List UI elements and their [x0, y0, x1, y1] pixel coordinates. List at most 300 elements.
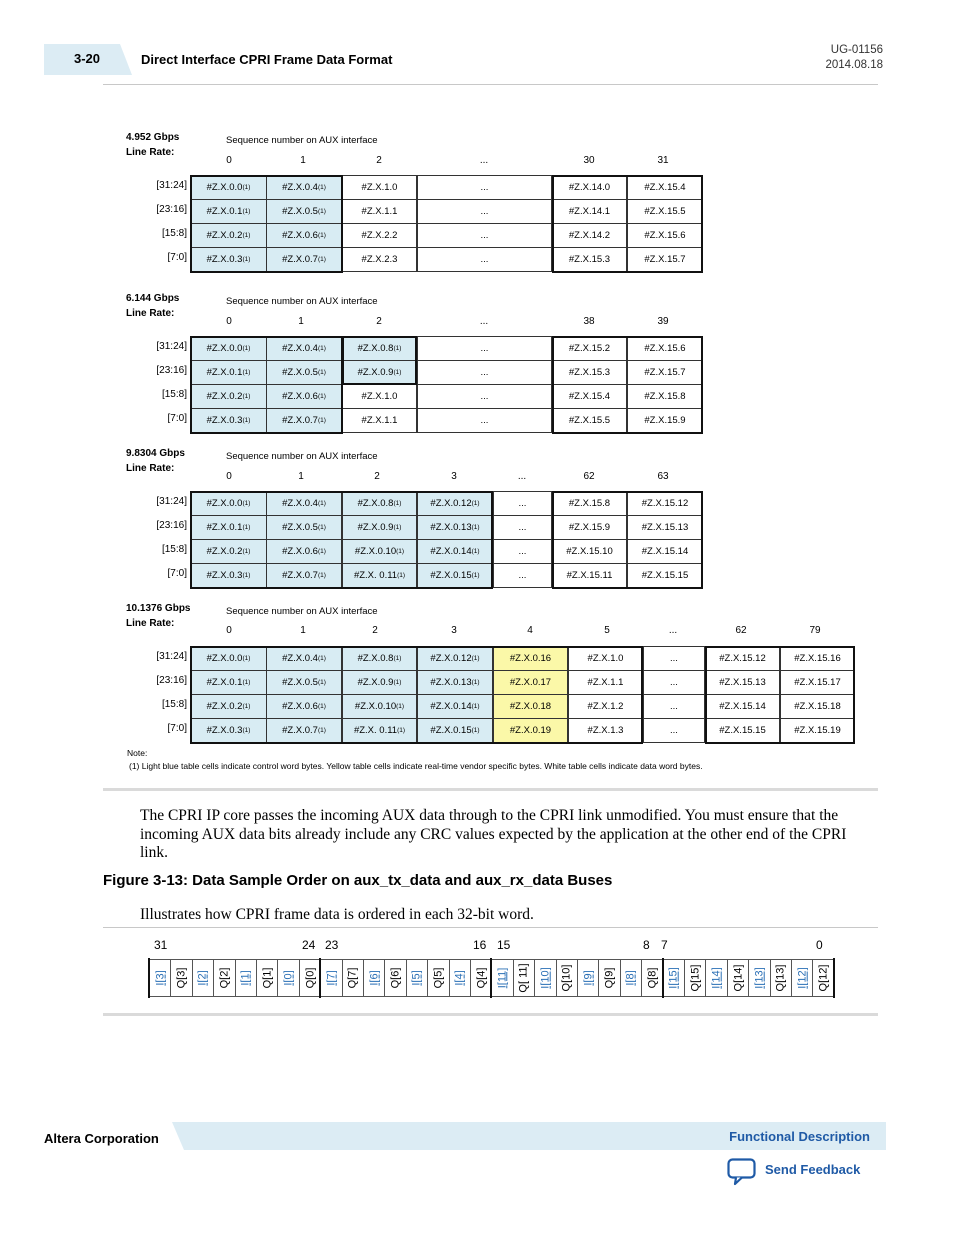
sequence-number: 3: [451, 471, 457, 482]
table-cell: #Z.X.0.10 (1): [342, 694, 417, 719]
cell-text: #Z.X.0.9: [357, 522, 394, 533]
note-title: Note:: [127, 748, 148, 758]
cell-text: #Z.X.0.8: [357, 653, 394, 664]
table-cell: [552, 384, 627, 409]
table-cell: #Z.X.0.13 (1): [417, 670, 493, 695]
line-rate-suffix: Line Rate:: [126, 147, 175, 158]
cell-text: #Z.X.15.3: [568, 367, 611, 378]
cell-text: #Z.X.15.12: [641, 498, 689, 509]
cell-text: #Z.X. 0.11: [353, 570, 398, 581]
cell-text: #Z.X.15.11: [566, 570, 613, 581]
bit-cell: [363, 959, 385, 997]
cell-text: #Z.X.14.2: [568, 230, 611, 241]
diagram-end-divider: [103, 788, 878, 791]
cell-text: #Z.X.2.3: [361, 254, 398, 265]
cell-text: #Z.X.0.18: [509, 701, 552, 712]
cell-text: #Z.X.15.2: [568, 343, 611, 354]
row-bit-range-label: [15:8]: [161, 544, 187, 555]
cell-text: #Z.X.1.1: [361, 415, 398, 426]
cell-text: #Z.X.0.1: [206, 367, 243, 378]
table-cell: [643, 718, 705, 743]
q-sample-label: Q[2]: [218, 967, 231, 989]
table-cell: [627, 223, 703, 248]
cell-text: ...: [480, 343, 489, 354]
sequence-number: ...: [668, 625, 678, 636]
cell-text: #Z.X.0.15: [430, 725, 472, 736]
table-cell: [780, 718, 855, 743]
row-bit-range-label: [31:24]: [156, 651, 187, 662]
cell-text: #Z.X.15.6: [644, 230, 686, 241]
table-cell: [417, 360, 552, 385]
cell-text: #Z.X.0.12: [430, 653, 472, 664]
footer-company: Altera Corporation: [44, 1131, 159, 1146]
table-cell: [552, 563, 627, 588]
cell-text: #Z.X.0.4: [282, 182, 318, 193]
i-sample-link[interactable]: I[10]: [539, 967, 552, 989]
i-sample-link[interactable]: I[15]: [667, 967, 680, 989]
cell-text: ...: [480, 206, 489, 217]
cell-text: #Z.X.0.13: [430, 677, 472, 688]
table-cell: [627, 408, 703, 433]
cell-text: #Z.X.0.9: [357, 677, 394, 688]
q-sample-label: Q[15]: [689, 964, 702, 992]
table-cell: #Z.X.0.7 (1): [266, 408, 342, 433]
cell-text: #Z.X.0.6: [282, 546, 318, 557]
sequence-number: 0: [226, 155, 232, 166]
table-cell: [493, 646, 568, 671]
figure-top-divider: [103, 927, 878, 928]
table-cell: #Z.X.0.9 (1): [342, 515, 417, 540]
q-sample-label: Q[13]: [774, 964, 787, 992]
cell-text: #Z.X.1.0: [587, 653, 624, 664]
cell-text: #Z.X.0.10: [354, 701, 397, 712]
table-cell: [342, 247, 417, 272]
line-rate-value: 4.952 Gbps: [126, 132, 180, 143]
page-number: 3-20: [74, 51, 101, 66]
table-cell: #Z.X.0.2 (1): [190, 539, 267, 564]
cell-text: #Z.X.0.7: [282, 415, 318, 426]
table-cell: [627, 539, 703, 564]
table-cell: [552, 539, 627, 564]
cell-text: #Z.X.0.1: [206, 206, 243, 217]
bit-cell: [641, 959, 663, 997]
i-sample-link[interactable]: I[8]: [624, 970, 637, 986]
line-rate-label: [126, 601, 190, 631]
table-cell: [568, 670, 643, 695]
cell-text: #Z.X.0.3: [206, 725, 243, 736]
q-sample-label: Q[8]: [646, 967, 659, 989]
bit-cell: [748, 959, 770, 997]
table-cell: [568, 718, 643, 743]
table-cell: [552, 408, 627, 433]
table-cell: [705, 646, 780, 671]
bit-cell: [299, 959, 321, 997]
table-cell: [780, 694, 855, 719]
cell-text: ...: [480, 391, 489, 402]
sequence-label: Sequence number on AUX interface: [226, 296, 378, 307]
row-bit-range-label: [7:0]: [167, 568, 187, 579]
q-sample-label: Q[4]: [475, 967, 488, 989]
table-cell: [493, 694, 568, 719]
cell-text: #Z.X.0.7: [282, 254, 318, 265]
q-sample-label: Q[9]: [603, 967, 616, 989]
bit-cell: [470, 959, 492, 997]
table-cell: #Z.X. 0.11 (1): [342, 563, 417, 588]
cell-text: #Z.X.15.7: [644, 367, 686, 378]
sequence-number: 30: [583, 155, 595, 166]
i-sample-link[interactable]: I[4]: [453, 970, 466, 986]
table-cell: [417, 408, 552, 433]
cell-text: #Z.X.0.7: [282, 570, 318, 581]
table-cell: [552, 175, 627, 200]
figure-caption: Figure 3-13: Data Sample Order on aux_tx_data and aux_rx_data Buses: [103, 872, 613, 889]
cell-text: ...: [670, 677, 678, 688]
cell-text: #Z.X.0.3: [206, 415, 243, 426]
bit-cell: [556, 959, 578, 997]
sequence-number: 63: [657, 471, 669, 482]
cell-text: #Z.X.0.7: [282, 725, 318, 736]
table-cell: #Z.X.0.5 (1): [266, 670, 342, 695]
table-cell: #Z.X. 0.11 (1): [342, 718, 417, 743]
table-cell: #Z.X.0.5 (1): [266, 515, 342, 540]
sequence-number: 5: [604, 625, 610, 636]
byte-boundary: [148, 958, 150, 998]
cell-text: #Z.X.1.1: [587, 677, 624, 688]
row-bit-range-label: [23:16]: [156, 204, 187, 215]
cell-text: #Z.X.15.13: [719, 677, 766, 688]
table-cell: [493, 515, 552, 540]
table-cell: [780, 670, 855, 695]
sequence-number: 62: [735, 625, 747, 636]
bit-position-label: 24: [302, 938, 316, 952]
i-sample-link[interactable]: I[0]: [282, 970, 295, 986]
q-sample-label: Q[0]: [303, 967, 316, 989]
bit-cell: [684, 959, 706, 997]
cell-text: #Z.X.0.14: [430, 701, 472, 712]
cell-text: #Z.X.15.10: [566, 546, 613, 557]
table-cell: #Z.X.0.8 (1): [342, 646, 417, 671]
line-rate-label: [126, 446, 185, 476]
cell-text: #Z.X.0.6: [282, 230, 318, 241]
cell-text: #Z.X.15.17: [794, 677, 841, 688]
bit-cell: [256, 959, 278, 997]
table-cell: #Z.X.0.7 (1): [266, 718, 342, 743]
bit-position-label: 31: [154, 938, 168, 952]
sequence-number: 1: [300, 625, 306, 636]
bit-cell: [620, 959, 642, 997]
cell-text: ...: [670, 701, 678, 712]
line-rate-label: [126, 291, 179, 321]
sequence-number: ...: [479, 316, 489, 327]
sequence-number: 31: [657, 155, 669, 166]
bit-cell: [213, 959, 235, 997]
cell-text: #Z.X.15.9: [568, 522, 611, 533]
cell-text: ...: [480, 367, 489, 378]
table-cell: #Z.X.0.4 (1): [266, 646, 342, 671]
sequence-number: 38: [583, 316, 595, 327]
table-cell: [552, 336, 627, 361]
cell-text: #Z.X.0.5: [282, 206, 318, 217]
cell-text: #Z.X.15.7: [644, 254, 686, 265]
cell-text: #Z.X.0.8: [357, 498, 394, 509]
cell-text: #Z.X.15.3: [568, 254, 611, 265]
sequence-number: 1: [298, 471, 304, 482]
i-sample-link[interactable]: I[1]: [239, 970, 252, 986]
i-sample-link[interactable]: I[3]: [154, 970, 167, 986]
q-sample-label: Q[6]: [389, 967, 402, 989]
cell-text: #Z.X.15.15: [719, 725, 766, 736]
sequence-number: 0: [226, 625, 232, 636]
table-cell: [643, 646, 705, 671]
cell-text: #Z.X.0.4: [282, 343, 318, 354]
table-cell: [417, 336, 552, 361]
table-cell: [627, 336, 703, 361]
cell-text: #Z.X.0.19: [509, 725, 552, 736]
sequence-number: ...: [517, 471, 527, 482]
cell-text: ...: [670, 653, 678, 664]
cell-text: #Z.X.0.14: [430, 546, 472, 557]
q-sample-label: Q[3]: [175, 967, 188, 989]
cell-text: ...: [480, 254, 489, 265]
cell-text: #Z.X.0.6: [282, 701, 318, 712]
doc-date: 2014.08.18: [825, 59, 883, 71]
table-cell: [627, 199, 703, 224]
table-cell: #Z.X.0.1 (1): [190, 360, 267, 385]
byte-boundary: [833, 958, 835, 998]
table-cell: #Z.X.0.6 (1): [266, 223, 342, 248]
table-cell: #Z.X.0.4 (1): [266, 175, 342, 200]
table-cell: #Z.X.0.4 (1): [266, 491, 342, 516]
row-bit-range-label: [23:16]: [156, 675, 187, 686]
cell-text: #Z.X.15.5: [568, 415, 611, 426]
cell-text: #Z.X.0.5: [282, 367, 318, 378]
table-cell: [417, 384, 552, 409]
q-sample-label: Q[14]: [732, 964, 744, 992]
table-cell: [552, 199, 627, 224]
bit-cell: [170, 959, 192, 997]
cell-text: #Z.X.0.17: [509, 677, 552, 688]
cell-text: #Z.X.0.0: [206, 653, 243, 664]
sequence-number: 2: [376, 155, 382, 166]
cell-text: #Z.X.0.0: [206, 343, 243, 354]
cell-text: #Z.X.14.0: [568, 182, 611, 193]
table-cell: #Z.X.0.14 (1): [417, 539, 493, 564]
cell-text: #Z.X.0.10: [354, 546, 397, 557]
cell-text: #Z.X.0.15: [430, 570, 472, 581]
q-sample-label: Q[10]: [560, 964, 573, 992]
cell-text: #Z.X.15.19: [794, 725, 841, 736]
table-cell: #Z.X.0.9 (1): [342, 360, 417, 385]
cell-text: #Z.X.15.8: [644, 391, 686, 402]
table-cell: [552, 360, 627, 385]
table-cell: [627, 360, 703, 385]
byte-boundary: [319, 958, 321, 998]
cell-text: #Z.X.15.5: [644, 206, 686, 217]
cell-text: ...: [670, 725, 678, 736]
cell-text: #Z.X.15.14: [719, 701, 766, 712]
table-cell: #Z.X.0.14 (1): [417, 694, 493, 719]
cell-text: ...: [480, 182, 489, 193]
table-cell: #Z.X.0.12 (1): [417, 491, 493, 516]
table-cell: #Z.X.0.3 (1): [190, 718, 267, 743]
table-cell: #Z.X.0.6 (1): [266, 694, 342, 719]
table-cell: [552, 491, 627, 516]
line-rate-suffix: Line Rate:: [126, 463, 175, 474]
table-cell: #Z.X.0.8 (1): [342, 336, 417, 361]
table-cell: [417, 175, 552, 200]
table-cell: [342, 199, 417, 224]
sequence-number: 39: [657, 316, 669, 327]
q-sample-label: Q[12]: [817, 964, 830, 992]
cell-text: #Z.X.15.6: [644, 343, 686, 354]
sequence-number: 1: [298, 316, 304, 327]
table-cell: [627, 247, 703, 272]
row-bit-range-label: [7:0]: [167, 252, 187, 263]
cell-text: ...: [480, 415, 489, 426]
cell-text: #Z.X.1.2: [587, 701, 624, 712]
bit-position-label: 15: [497, 938, 511, 952]
bit-cell: [598, 959, 620, 997]
q-sample-label: Q[5]: [432, 967, 445, 989]
cell-text: #Z.X.0.2: [206, 701, 243, 712]
table-cell: #Z.X.0.12 (1): [417, 646, 493, 671]
q-sample-label: Q[1]: [261, 967, 274, 989]
doc-info: [825, 43, 883, 73]
table-cell: [568, 694, 643, 719]
sequence-number: 0: [226, 316, 232, 327]
doc-id: UG-01156: [830, 44, 883, 56]
footer-section-link[interactable]: Functional Description: [729, 1129, 870, 1144]
table-cell: [342, 223, 417, 248]
bit-cell: [791, 959, 813, 997]
cell-text: ...: [480, 230, 489, 241]
cell-text: #Z.X.15.13: [641, 522, 689, 533]
table-cell: [705, 718, 780, 743]
bit-cell: [727, 959, 749, 997]
sequence-number: 3: [451, 625, 457, 636]
bit-cell: [812, 959, 834, 997]
bit-cell: [427, 959, 449, 997]
table-cell: #Z.X.0.10 (1): [342, 539, 417, 564]
cell-text: #Z.X.0.8: [357, 343, 394, 354]
cell-text: #Z.X.15.12: [719, 653, 766, 664]
table-cell: [643, 694, 705, 719]
table-cell: [643, 670, 705, 695]
bit-cell: [577, 959, 599, 997]
cell-text: #Z.X.15.14: [641, 546, 689, 557]
row-bit-range-label: [15:8]: [161, 389, 187, 400]
i-sample-link[interactable]: I[5]: [410, 970, 423, 986]
bit-cell: [277, 959, 299, 997]
cell-text: #Z.X.15.9: [644, 415, 686, 426]
bit-cell: [705, 959, 727, 997]
table-cell: #Z.X.0.0 (1): [190, 175, 267, 200]
line-rate-label: [126, 130, 179, 160]
table-cell: [552, 223, 627, 248]
bit-cell: [770, 959, 792, 997]
bit-cell: [513, 959, 535, 997]
table-cell: [627, 175, 703, 200]
i-sample-link[interactable]: I[7]: [325, 970, 338, 986]
table-cell: [417, 247, 552, 272]
table-cell: [493, 491, 552, 516]
i-sample-link[interactable]: I[9]: [582, 970, 595, 986]
q-sample-label: Q[ 11]: [518, 963, 530, 993]
i-sample-link[interactable]: I[11]: [496, 967, 509, 989]
cell-text: #Z.X. 0.11: [353, 725, 398, 736]
i-sample-link[interactable]: I[14]: [710, 967, 723, 989]
figure-end-divider: [103, 1013, 878, 1016]
i-sample-link[interactable]: I[6]: [368, 970, 381, 986]
line-rate-value: 9.8304 Gbps: [126, 448, 185, 459]
i-sample-link[interactable]: I[12]: [796, 967, 809, 989]
send-feedback-link[interactable]: Send Feedback: [765, 1162, 861, 1177]
cell-text: #Z.X.0.2: [206, 391, 243, 402]
sequence-number: 79: [809, 625, 821, 636]
cell-text: #Z.X.15.8: [568, 498, 611, 509]
table-cell: #Z.X.0.9 (1): [342, 670, 417, 695]
cell-text: #Z.X.0.0: [206, 498, 243, 509]
q-sample-label: Q[7]: [346, 967, 359, 989]
cell-text: #Z.X.0.2: [206, 230, 243, 241]
bit-position-label: 7: [661, 938, 668, 952]
bit-position-label: 23: [325, 938, 339, 952]
table-cell: [493, 670, 568, 695]
feedback-icon[interactable]: [727, 1158, 757, 1191]
table-cell: [705, 694, 780, 719]
bit-cell: [663, 959, 685, 997]
table-cell: #Z.X.0.3 (1): [190, 563, 267, 588]
row-bit-range-label: [15:8]: [161, 228, 187, 239]
i-sample-link[interactable]: I[13]: [753, 967, 766, 989]
table-cell: #Z.X.0.1 (1): [190, 199, 267, 224]
bit-cell: [406, 959, 428, 997]
table-cell: [493, 718, 568, 743]
table-cell: #Z.X.0.0 (1): [190, 336, 267, 361]
table-cell: #Z.X.0.3 (1): [190, 247, 267, 272]
table-cell: [552, 515, 627, 540]
note-text: (1) Light blue table cells indicate control word bytes. Yellow table cells indicate real-time vendor specific bytes. White table cells indicate data word bytes.: [129, 761, 703, 771]
table-cell: #Z.X.0.2 (1): [190, 384, 267, 409]
table-cell: #Z.X.0.6 (1): [266, 384, 342, 409]
cell-text: #Z.X.14.1: [568, 206, 611, 217]
cell-text: #Z.X.0.5: [282, 677, 318, 688]
section-title: Direct Interface CPRI Frame Data Format: [141, 52, 393, 67]
table-cell: #Z.X.0.6 (1): [266, 539, 342, 564]
line-rate-suffix: Line Rate:: [126, 308, 175, 319]
cell-text: #Z.X.0.4: [282, 498, 318, 509]
sequence-label: Sequence number on AUX interface: [226, 135, 378, 146]
i-sample-link[interactable]: I[2]: [196, 970, 209, 986]
byte-boundary: [662, 958, 664, 998]
table-cell: #Z.X.0.8 (1): [342, 491, 417, 516]
table-cell: [627, 563, 703, 588]
cell-text: #Z.X.15.4: [568, 391, 611, 402]
cell-text: #Z.X.15.4: [644, 182, 686, 193]
bit-cell: [320, 959, 342, 997]
table-cell: #Z.X.0.5 (1): [266, 360, 342, 385]
row-bit-range-label: [23:16]: [156, 365, 187, 376]
cell-text: #Z.X.0.1: [206, 522, 243, 533]
table-cell: [780, 646, 855, 671]
table-cell: [417, 223, 552, 248]
table-cell: #Z.X.0.0 (1): [190, 491, 267, 516]
cell-text: #Z.X.0.4: [282, 653, 318, 664]
sequence-number: ...: [479, 155, 489, 166]
cell-text: #Z.X.0.5: [282, 522, 318, 533]
cell-text: #Z.X.0.2: [206, 546, 243, 557]
cell-text: #Z.X.15.16: [794, 653, 841, 664]
